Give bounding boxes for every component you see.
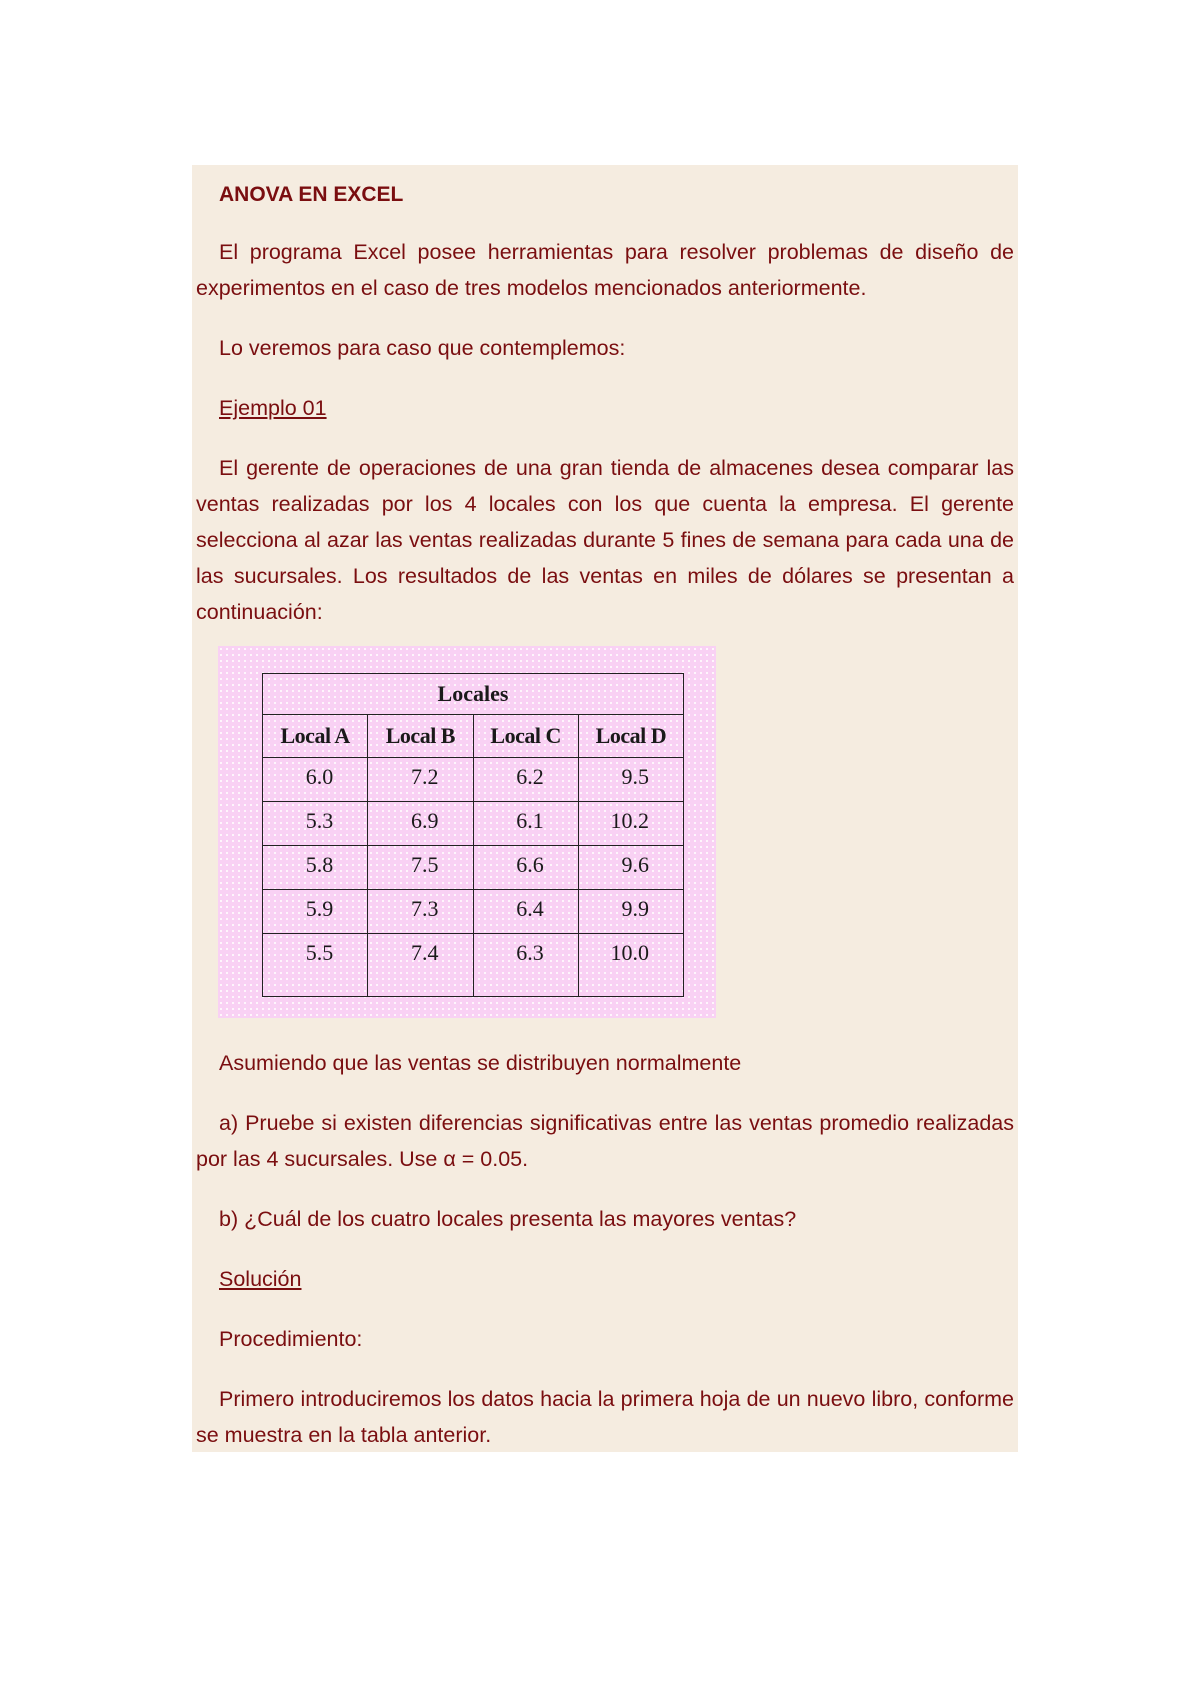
table-row (263, 934, 684, 997)
table-cell: 6.6 (473, 846, 578, 890)
doc-title: ANOVA EN EXCEL (219, 183, 404, 206)
lead-paragraph: Lo veremos para caso que contemplemos: (219, 336, 626, 360)
assumption-paragraph: Asumiendo que las ventas se distribuyen normalmente (219, 1051, 742, 1075)
table-cell: 10.0 (578, 934, 683, 997)
table-caption: Locales (263, 674, 684, 715)
table-cell: 6.0 (263, 758, 368, 802)
step1-paragraph: Primero introduciremos los datos hacia la primera hoja de un nuevo libro, conforme se muestra en la tabla anterior. (196, 1387, 1014, 1447)
table-cell: 10.2 (578, 802, 683, 846)
table-cell: 6.1 (473, 802, 578, 846)
table-cell: 5.8 (263, 846, 368, 890)
table-cell: 5.9 (263, 890, 368, 934)
table-cell: 5.5 (263, 934, 368, 997)
table-cell: 6.2 (473, 758, 578, 802)
solution-heading-text: Solución (219, 1267, 302, 1291)
table-cell: 7.5 (368, 846, 473, 890)
table-cell: 6.4 (473, 890, 578, 934)
column-header: Local D (578, 715, 683, 758)
example-heading-text: Ejemplo 01 (219, 396, 327, 420)
intro-paragraph: El programa Excel posee herramientas para resolver problemas de diseño de experimentos en el caso de tres modelos mencionados anteriormente. (196, 240, 1014, 300)
lower-section (196, 1045, 1014, 1477)
solution-heading (196, 1261, 1014, 1297)
table-row (263, 758, 684, 802)
question-a: a) Pruebe si existen diferencias significativas entre las ventas promedio realizadas por las 4 sucursales. Use α = 0.05. (196, 1111, 1014, 1171)
table-cell: 7.2 (368, 758, 473, 802)
sales-table (262, 673, 684, 997)
example-heading (196, 390, 1014, 426)
table-cell: 6.3 (473, 934, 578, 997)
table-cell: 7.3 (368, 890, 473, 934)
column-header: Local A (263, 715, 368, 758)
procedure-label: Procedimiento: (219, 1327, 363, 1351)
table-row (263, 846, 684, 890)
table-cell: 5.3 (263, 802, 368, 846)
table-header-row (263, 715, 684, 758)
table-cell: 9.9 (578, 890, 683, 934)
table-caption-row (263, 674, 684, 715)
question-b: b) ¿Cuál de los cuatro locales presenta las mayores ventas? (219, 1207, 797, 1231)
table-row (263, 890, 684, 934)
table-cell: 6.9 (368, 802, 473, 846)
table-cell: 9.6 (578, 846, 683, 890)
problem-paragraph: El gerente de operaciones de una gran tienda de almacenes desea comparar las ventas realizadas por los 4 locales con los que cuenta la empresa. El gerente selecciona al azar las ventas realizadas durante 5 fines de semana para cada una de las sucursales. Los resultados de las ventas en miles de dólares se presentan a continuación: (196, 456, 1014, 624)
table-cell: 7.4 (368, 934, 473, 997)
column-header: Local B (368, 715, 473, 758)
sales-table-image (218, 646, 716, 1018)
table-row (263, 802, 684, 846)
column-header: Local C (473, 715, 578, 758)
table-cell: 9.5 (578, 758, 683, 802)
document-content (192, 165, 1018, 1452)
